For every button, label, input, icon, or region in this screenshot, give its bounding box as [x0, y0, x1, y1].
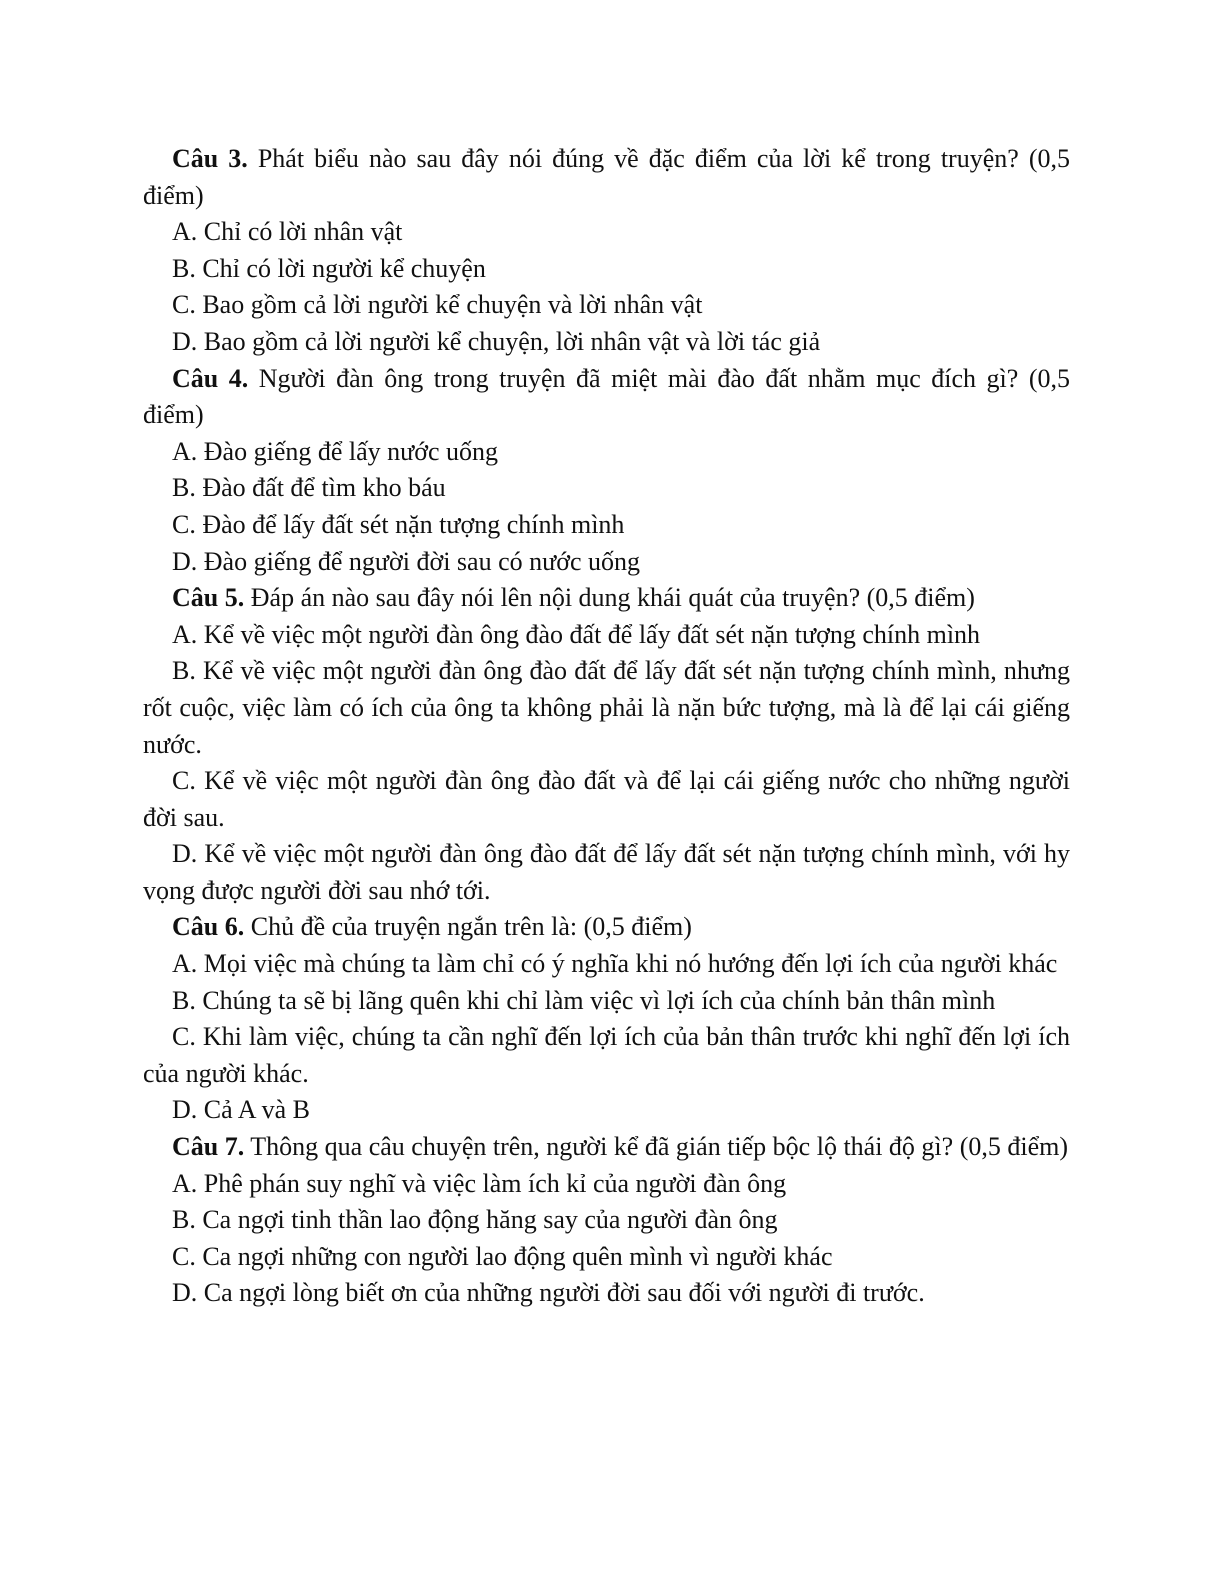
question-7-label: Câu 7. — [172, 1132, 245, 1162]
question-3-option-d: D. Bao gồm cả lời người kể chuyện, lời nhân vật và lời tác giả — [172, 326, 821, 356]
question-7 — [143, 1129, 1070, 1312]
question-3-text: Phát biểu nào sau đây nói đúng về đặc điểm của lời kể trong truyện? (0,5 điểm) — [143, 144, 1070, 210]
question-5-label: Câu 5. — [172, 583, 245, 613]
document-page — [143, 141, 1070, 1312]
question-7-option-a: A. Phê phán suy nghĩ và việc làm ích kỉ của người đàn ông — [172, 1168, 787, 1198]
question-5 — [143, 580, 1070, 909]
question-4-option-b: B. Đào đất để tìm kho báu — [172, 473, 446, 503]
question-5-prompt — [143, 580, 1070, 617]
question-4-label: Câu 4. — [172, 363, 249, 393]
question-5-option-b: B. Kể về việc một người đàn ông đào đất để lấy đất sét nặn tượng chính mình, nhưng rốt cuộc, việc làm có ích của ông ta không phải là nặn bức tượng, mà là để lại cái giếng nước. — [143, 656, 1070, 759]
question-5-option-d: D. Kể về việc một người đàn ông đào đất để lấy đất sét nặn tượng chính mình, với hy vọng được người đời sau nhớ tới. — [143, 839, 1070, 905]
question-4 — [143, 361, 1070, 581]
question-6-prompt — [143, 909, 1070, 946]
question-3 — [143, 141, 1070, 361]
question-4-option-c: C. Đào để lấy đất sét nặn tượng chính mình — [172, 509, 625, 539]
question-7-text: Thông qua câu chuyện trên, người kể đã gián tiếp bộc lộ thái độ gì? (0,5 điểm) — [244, 1132, 1068, 1162]
question-6-label: Câu 6. — [172, 912, 245, 942]
question-3-option-c: C. Bao gồm cả lời người kể chuyện và lời nhân vật — [172, 290, 703, 320]
question-7-option-d: D. Ca ngợi lòng biết ơn của những người đời sau đối với người đi trước. — [172, 1278, 925, 1308]
question-7-option-b: B. Ca ngợi tinh thần lao động hăng say của người đàn ông — [172, 1205, 778, 1235]
question-6-option-d: D. Cả A và B — [172, 1095, 310, 1125]
question-4-option-d: D. Đào giếng để người đời sau có nước uống — [172, 546, 641, 576]
question-3-option-a: A. Chỉ có lời nhân vật — [172, 217, 403, 247]
question-7-prompt — [143, 1129, 1070, 1166]
question-6 — [143, 909, 1070, 1129]
question-5-option-c: C. Kể về việc một người đàn ông đào đất và để lại cái giếng nước cho những người đời sau. — [143, 766, 1070, 832]
question-4-text: Người đàn ông trong truyện đã miệt mài đào đất nhằm mục đích gì? (0,5 điểm) — [143, 363, 1070, 430]
question-3-prompt — [143, 141, 1070, 214]
question-4-prompt — [143, 361, 1070, 434]
question-6-text: Chủ đề của truyện ngắn trên là: (0,5 điểm) — [244, 912, 692, 942]
question-5-text: Đáp án nào sau đây nói lên nội dung khái quát của truyện? (0,5 điểm) — [244, 583, 975, 613]
question-6-option-c: C. Khi làm việc, chúng ta cần nghĩ đến lợi ích của bản thân trước khi nghĩ đến lợi ích của người khác. — [143, 1022, 1070, 1088]
question-3-label: Câu 3. — [172, 144, 248, 173]
question-5-option-a: A. Kể về việc một người đàn ông đào đất để lấy đất sét nặn tượng chính mình — [172, 619, 981, 649]
question-6-option-b: B. Chúng ta sẽ bị lãng quên khi chỉ làm việc vì lợi ích của chính bản thân mình — [172, 985, 996, 1015]
question-7-option-c: C. Ca ngợi những con người lao động quên mình vì người khác — [172, 1241, 833, 1271]
question-6-option-a: A. Mọi việc mà chúng ta làm chỉ có ý nghĩa khi nó hướng đến lợi ích của người khác — [172, 949, 1058, 979]
question-3-option-b: B. Chỉ có lời người kể chuyện — [172, 253, 486, 283]
question-4-option-a: A. Đào giếng để lấy nước uống — [172, 436, 499, 466]
